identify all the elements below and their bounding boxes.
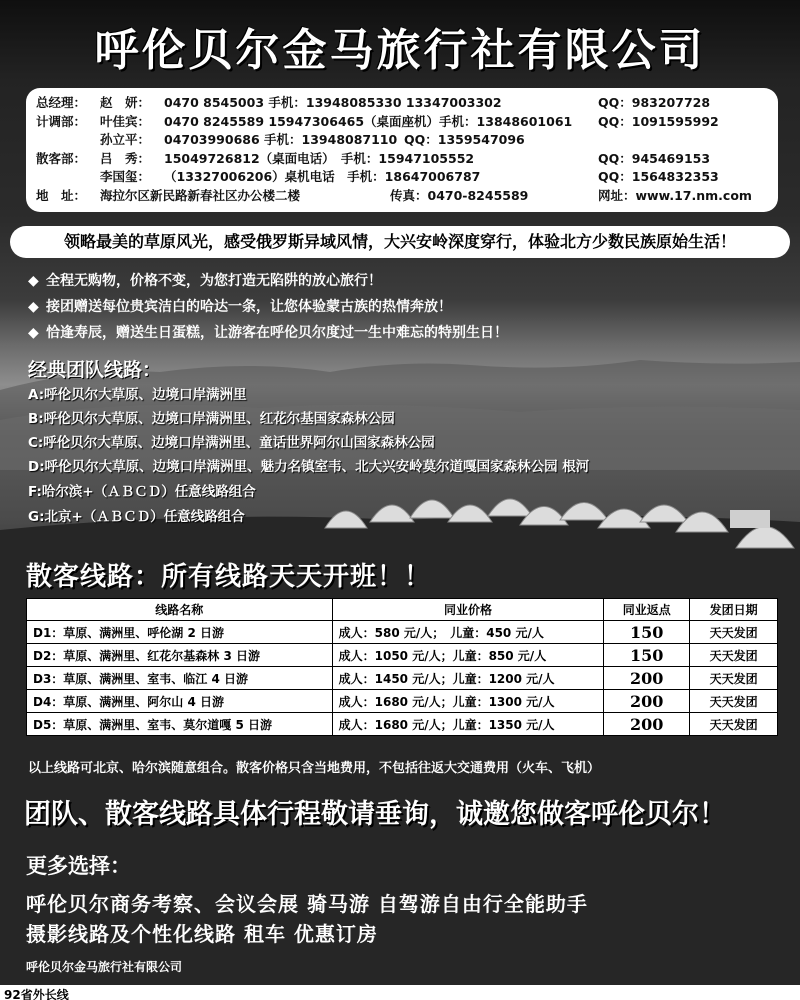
fax: 传真：0470-8245589	[390, 187, 529, 203]
table-header-row	[27, 599, 778, 621]
route-name-cell: D3：草原、满洲里、室韦、临江 4 日游	[27, 667, 333, 690]
price-cell: 成人：1450 元/人；儿童：1200 元/人	[332, 667, 604, 690]
bullet-text: 全程无购物，价格不变，为您打造无陷阱的放心旅行！	[46, 273, 382, 289]
column-header: 同业价格	[332, 599, 604, 621]
route-name-cell: D4：草原、满洲里、阿尔山 4 日游	[27, 690, 333, 713]
contact-label	[36, 131, 100, 150]
contact-name: 吕 秀：	[100, 150, 151, 166]
classic-routes-title: 经典团队线路：	[28, 359, 162, 381]
contact-name: 叶佳宾：	[100, 113, 151, 129]
depart-cell: 天天发团	[690, 644, 778, 667]
price-table	[26, 598, 778, 736]
contact-row	[36, 113, 768, 132]
contact-phones: 0470 8245589 15947306465（桌面座机）手机：13848601061	[164, 113, 573, 129]
diamond-bullet-icon: ◆	[28, 299, 39, 315]
contact-phones: 0470 8545003 手机：13948085330 13347003302	[164, 95, 502, 110]
route-item: C:呼伦贝尔大草原、边境口岸满洲里、童话世界阿尔山国家森林公园	[28, 435, 435, 451]
price-cell: 成人：1680 元/人；儿童：1300 元/人	[332, 690, 604, 713]
rebate-cell: 200	[604, 690, 690, 713]
footer-company-name: 呼伦贝尔金马旅行社有限公司	[26, 960, 183, 974]
depart-cell: 天天发团	[690, 690, 778, 713]
route-item: A:呼伦贝尔大草原、边境口岸满洲里	[28, 387, 247, 403]
contact-phones: 04703990686 手机：13948087110	[164, 132, 398, 147]
route-name-cell: D1：草原、满洲里、呼伦湖 2 日游	[27, 621, 333, 644]
contact-row-address	[36, 187, 768, 206]
contact-row	[36, 150, 768, 169]
contact-label: 散客部：	[36, 150, 87, 166]
contact-label	[36, 168, 100, 187]
route-item: B:呼伦贝尔大草原、边境口岸满洲里、红花尔基国家森林公园	[28, 411, 395, 427]
column-header: 同业返点	[604, 599, 690, 621]
route-name-cell: D2：草原、满洲里、红花尔基森林 3 日游	[27, 644, 333, 667]
route-item: D:呼伦贝尔大草原、边境口岸满洲里、魅力名镇室韦、北大兴安岭莫尔道嘎国家森林公园 根河	[28, 459, 590, 475]
slogan-banner: 领略最美的草原风光，感受俄罗斯异域风情，大兴安岭深度穿行，体验北方少数民族原始生活！	[10, 226, 790, 258]
contact-phones: （13327006206）桌机电话 手机：18647006787	[164, 169, 481, 184]
more-options-title: 更多选择：	[26, 854, 131, 878]
bullet-item	[28, 322, 508, 342]
contact-box	[26, 88, 778, 212]
route-item: G:北京+（ＡＢＣＤ）任意线路组合	[28, 509, 245, 525]
table-row	[27, 621, 778, 644]
website: 网址：www.17.nm.com	[598, 187, 752, 203]
price-cell: 成人：1050 元/人；儿童：850 元/人	[332, 644, 604, 667]
bullet-text: 恰逢寿辰，赠送生日蛋糕，让游客在呼伦贝尔度过一生中难忘的特别生日！	[46, 325, 508, 341]
column-header: 发团日期	[690, 599, 778, 621]
contact-label: 总经理：	[36, 95, 87, 110]
address-label: 地 址：	[36, 187, 87, 203]
contact-name: 李国玺：	[100, 169, 151, 184]
contact-label: 计调部：	[36, 113, 87, 129]
bullet-item	[28, 296, 452, 316]
page-label: 92省外长线	[4, 988, 69, 1000]
company-title: 呼伦贝尔金马旅行社有限公司	[94, 25, 706, 76]
depart-cell: 天天发团	[690, 713, 778, 736]
more-options-line: 摄影线路及个性化线路 租车 优惠订房	[26, 922, 378, 946]
table-row	[27, 644, 778, 667]
combination-note: 以上线路可北京、哈尔滨随意组合。散客价格只含当地费用，不包括往返大交通费用（火车、飞机）	[28, 761, 601, 776]
table-row	[27, 713, 778, 736]
column-header: 线路名称	[27, 599, 333, 621]
contact-phones: 15049726812（桌面电话） 手机：15947105552	[164, 150, 475, 166]
diamond-bullet-icon: ◆	[28, 273, 39, 289]
address-value: 海拉尔区新民路新春社区办公楼二楼	[100, 187, 301, 203]
rebate-cell: 200	[604, 667, 690, 690]
contact-qq: QQ：1091595992	[598, 113, 719, 129]
contact-name: 孙立平：	[100, 132, 151, 147]
daily-routes-title: 散客线路：所有线路天天开班！！	[26, 562, 432, 592]
table-row	[27, 667, 778, 690]
bullet-item	[28, 270, 382, 290]
route-item: F:哈尔滨+（ＡＢＣＤ）任意线路组合	[28, 484, 256, 500]
contact-qq: QQ：945469153	[598, 150, 711, 166]
rebate-cell: 200	[604, 713, 690, 736]
contact-row	[36, 131, 768, 150]
route-name-cell: D5：草原、满洲里、室韦、莫尔道嘎 5 日游	[27, 713, 333, 736]
contact-qq: QQ：1564832353	[598, 169, 719, 184]
more-options-line: 呼伦贝尔商务考察、会议会展 骑马游 自驾游自由行全能助手	[26, 892, 588, 916]
rebate-cell: 150	[604, 644, 690, 667]
contact-qq: QQ：983207728	[598, 95, 711, 110]
table-row	[27, 690, 778, 713]
contact-row	[36, 94, 768, 113]
depart-cell: 天天发团	[690, 621, 778, 644]
contact-row	[36, 168, 768, 187]
contact-qq: QQ：1359547096	[404, 132, 525, 147]
price-cell: 成人：580 元/人； 儿童：450 元/人	[332, 621, 604, 644]
contact-name: 赵 妍：	[100, 95, 151, 110]
bullet-text: 接团赠送每位贵宾洁白的哈达一条，让您体验蒙古族的热情奔放！	[46, 299, 452, 315]
inquiry-headline: 团队、散客线路具体行程敬请垂询，诚邀您做客呼伦贝尔！	[24, 799, 726, 830]
price-cell: 成人：1680 元/人；儿童：1350 元/人	[332, 713, 604, 736]
rebate-cell: 150	[604, 621, 690, 644]
diamond-bullet-icon: ◆	[28, 325, 39, 341]
depart-cell: 天天发团	[690, 667, 778, 690]
